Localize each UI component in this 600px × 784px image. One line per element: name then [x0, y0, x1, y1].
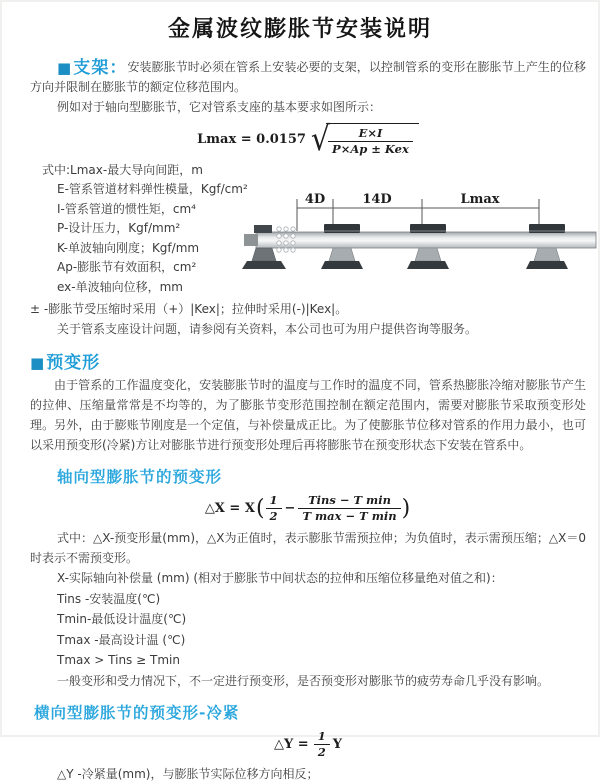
pipe — [256, 232, 596, 248]
definitions-section — [30, 161, 586, 298]
support-paragraph — [30, 57, 586, 97]
support-example-line: 例如对于轴向型膨胀节，它对管系支座的基本要求如图所示： — [57, 100, 382, 114]
axial-line: X-实际轴向补偿量 (mm) (相对于膨胀节中间状态的拉伸和压缩位移量绝对值之和)： — [57, 571, 503, 586]
dx-temp-denominator: T max − T min — [302, 509, 397, 524]
definition-item: E-管系管道材料弹性模量，Kgf/cm² — [57, 182, 248, 197]
dy-formula-rhs: Y — [332, 737, 342, 753]
dx-half-denominator: 2 — [269, 509, 278, 524]
page-content — [0, 57, 600, 784]
section-square-icon: ■ — [57, 59, 73, 77]
dx-formula-lhs: △X = X — [204, 501, 255, 517]
definition-item: Ap-膨胀节有效面积，cm² — [57, 260, 197, 275]
support-intro-text: 安装膨胀节时必须在管系上安装必要的支架，以控制管系的变形在膨胀节上产生的位移方向并限制在膨胀节的额定位移范围内。 — [30, 60, 586, 94]
lmax-formula-radicand — [326, 123, 419, 157]
section-square-icon: ■ — [30, 354, 46, 373]
dx-temp-numerator: Tins − T min — [298, 493, 400, 509]
axial-line: Tmax > Tins ≥ Tmin — [57, 653, 180, 668]
dy-formula-lhs: △Y = — [274, 737, 309, 753]
axial-line: Tmin-最低设计温度(℃) — [57, 612, 187, 627]
dx-temperature-fraction — [298, 493, 400, 524]
lateral-predeform-formula — [30, 729, 586, 760]
dimension-label-lmax: Lmax — [460, 191, 500, 207]
dx-half-fraction — [266, 493, 282, 524]
dimension-label-14d: 14D — [362, 191, 392, 207]
predeform-label-text: 预变形 — [46, 353, 101, 374]
predeform-section-label — [30, 353, 100, 373]
axial-line: Tmax -最高设计温 (℃) — [57, 632, 186, 647]
lmax-formula-fraction — [328, 126, 413, 157]
predeform-body-paragraph: 由于管系的工作温度变化，安装膨胀节时的温度与工作时的温度不同，管系热膨胀冷缩对膨胀节产生的拉伸、压缩量常常是不均等的，为了膨胀节变形范围控制在额定范围内，需要对膨胀节采取预变形处理。另外，由于膨账节刚度是一个定值，与补偿量成正比。为了使膨胀节位移对管系的作用力最小，也可以采用预变形(冷紧)方让对膨胀节进行预变形处理后再将膨胀节在预变形状态下安装在管系中。 — [30, 378, 586, 453]
sqrt-icon: √ — [310, 119, 331, 159]
lateral-subheading: 横向型膨胀节的预变形-冷紧 — [34, 704, 240, 723]
support-section-label — [57, 58, 127, 78]
dx-open-paren: ( — [255, 495, 265, 521]
axial-line: 一般变形和受力情况下，不一定进行预变形，是否预变形对膨胀节的疲劳寿命几乎没有影响。 — [57, 673, 550, 688]
axial-subheading: 轴向型膨胀节的预变形 — [57, 468, 223, 487]
lmax-formula — [30, 119, 586, 159]
dy-half-fraction — [314, 729, 330, 760]
definition-item: ex-单波轴向位移，mm — [57, 279, 183, 294]
kex-note-line: ± -膨胀节受压缩时采用（+）|Kex|；拉伸时采用(-)|Kex|。 — [30, 302, 348, 317]
definition-item: K-单波轴向刚度；Kgf/mm — [57, 240, 200, 255]
dx-half-numerator: 1 — [266, 493, 282, 509]
lateral-note-line: △Y -冷紧量(mm)，与膨胀节实际位移方向相反； — [57, 767, 319, 782]
lmax-fraction-denominator: P×Ap ± Kex — [332, 141, 409, 156]
dy-half-denominator: 2 — [317, 745, 326, 760]
consulting-note-line: 关于管系支座设计问题，请参阅有关资料，本公司也可为用户提供咨询等服务。 — [57, 322, 478, 337]
dimension-label-4d: 4D — [304, 191, 326, 207]
pipe-support-diagram — [242, 188, 598, 290]
definition-item: 式中:Lmax-最大导向间距，m — [42, 162, 203, 177]
lmax-formula-lhs: Lmax = 0.0157 — [197, 132, 306, 148]
dx-close-paren: ) — [401, 495, 411, 521]
axial-definition-paragraph: 式中：△X-预变形量(mm)，△X为正值时，表示膨胀节需预拉伸；为负值时，表示需预压缩；△X＝0时表示不需预变形。 — [30, 531, 586, 566]
definition-item: I-管系管道的惯性矩，cm⁴ — [57, 201, 196, 216]
dx-minus-operator: − — [284, 501, 296, 517]
lmax-fraction-numerator: E×I — [328, 126, 413, 142]
predeform-section-heading — [30, 349, 586, 373]
axial-predeform-formula — [30, 493, 586, 524]
dy-half-numerator: 1 — [314, 729, 330, 745]
page-title: 金属波纹膨胀节安装说明 — [167, 17, 432, 42]
support-label-text: 支架： — [73, 58, 128, 78]
definition-item: P-设计压力，Kgf/mm² — [57, 221, 181, 236]
axial-line: Tins -安装温度(℃) — [57, 591, 161, 606]
